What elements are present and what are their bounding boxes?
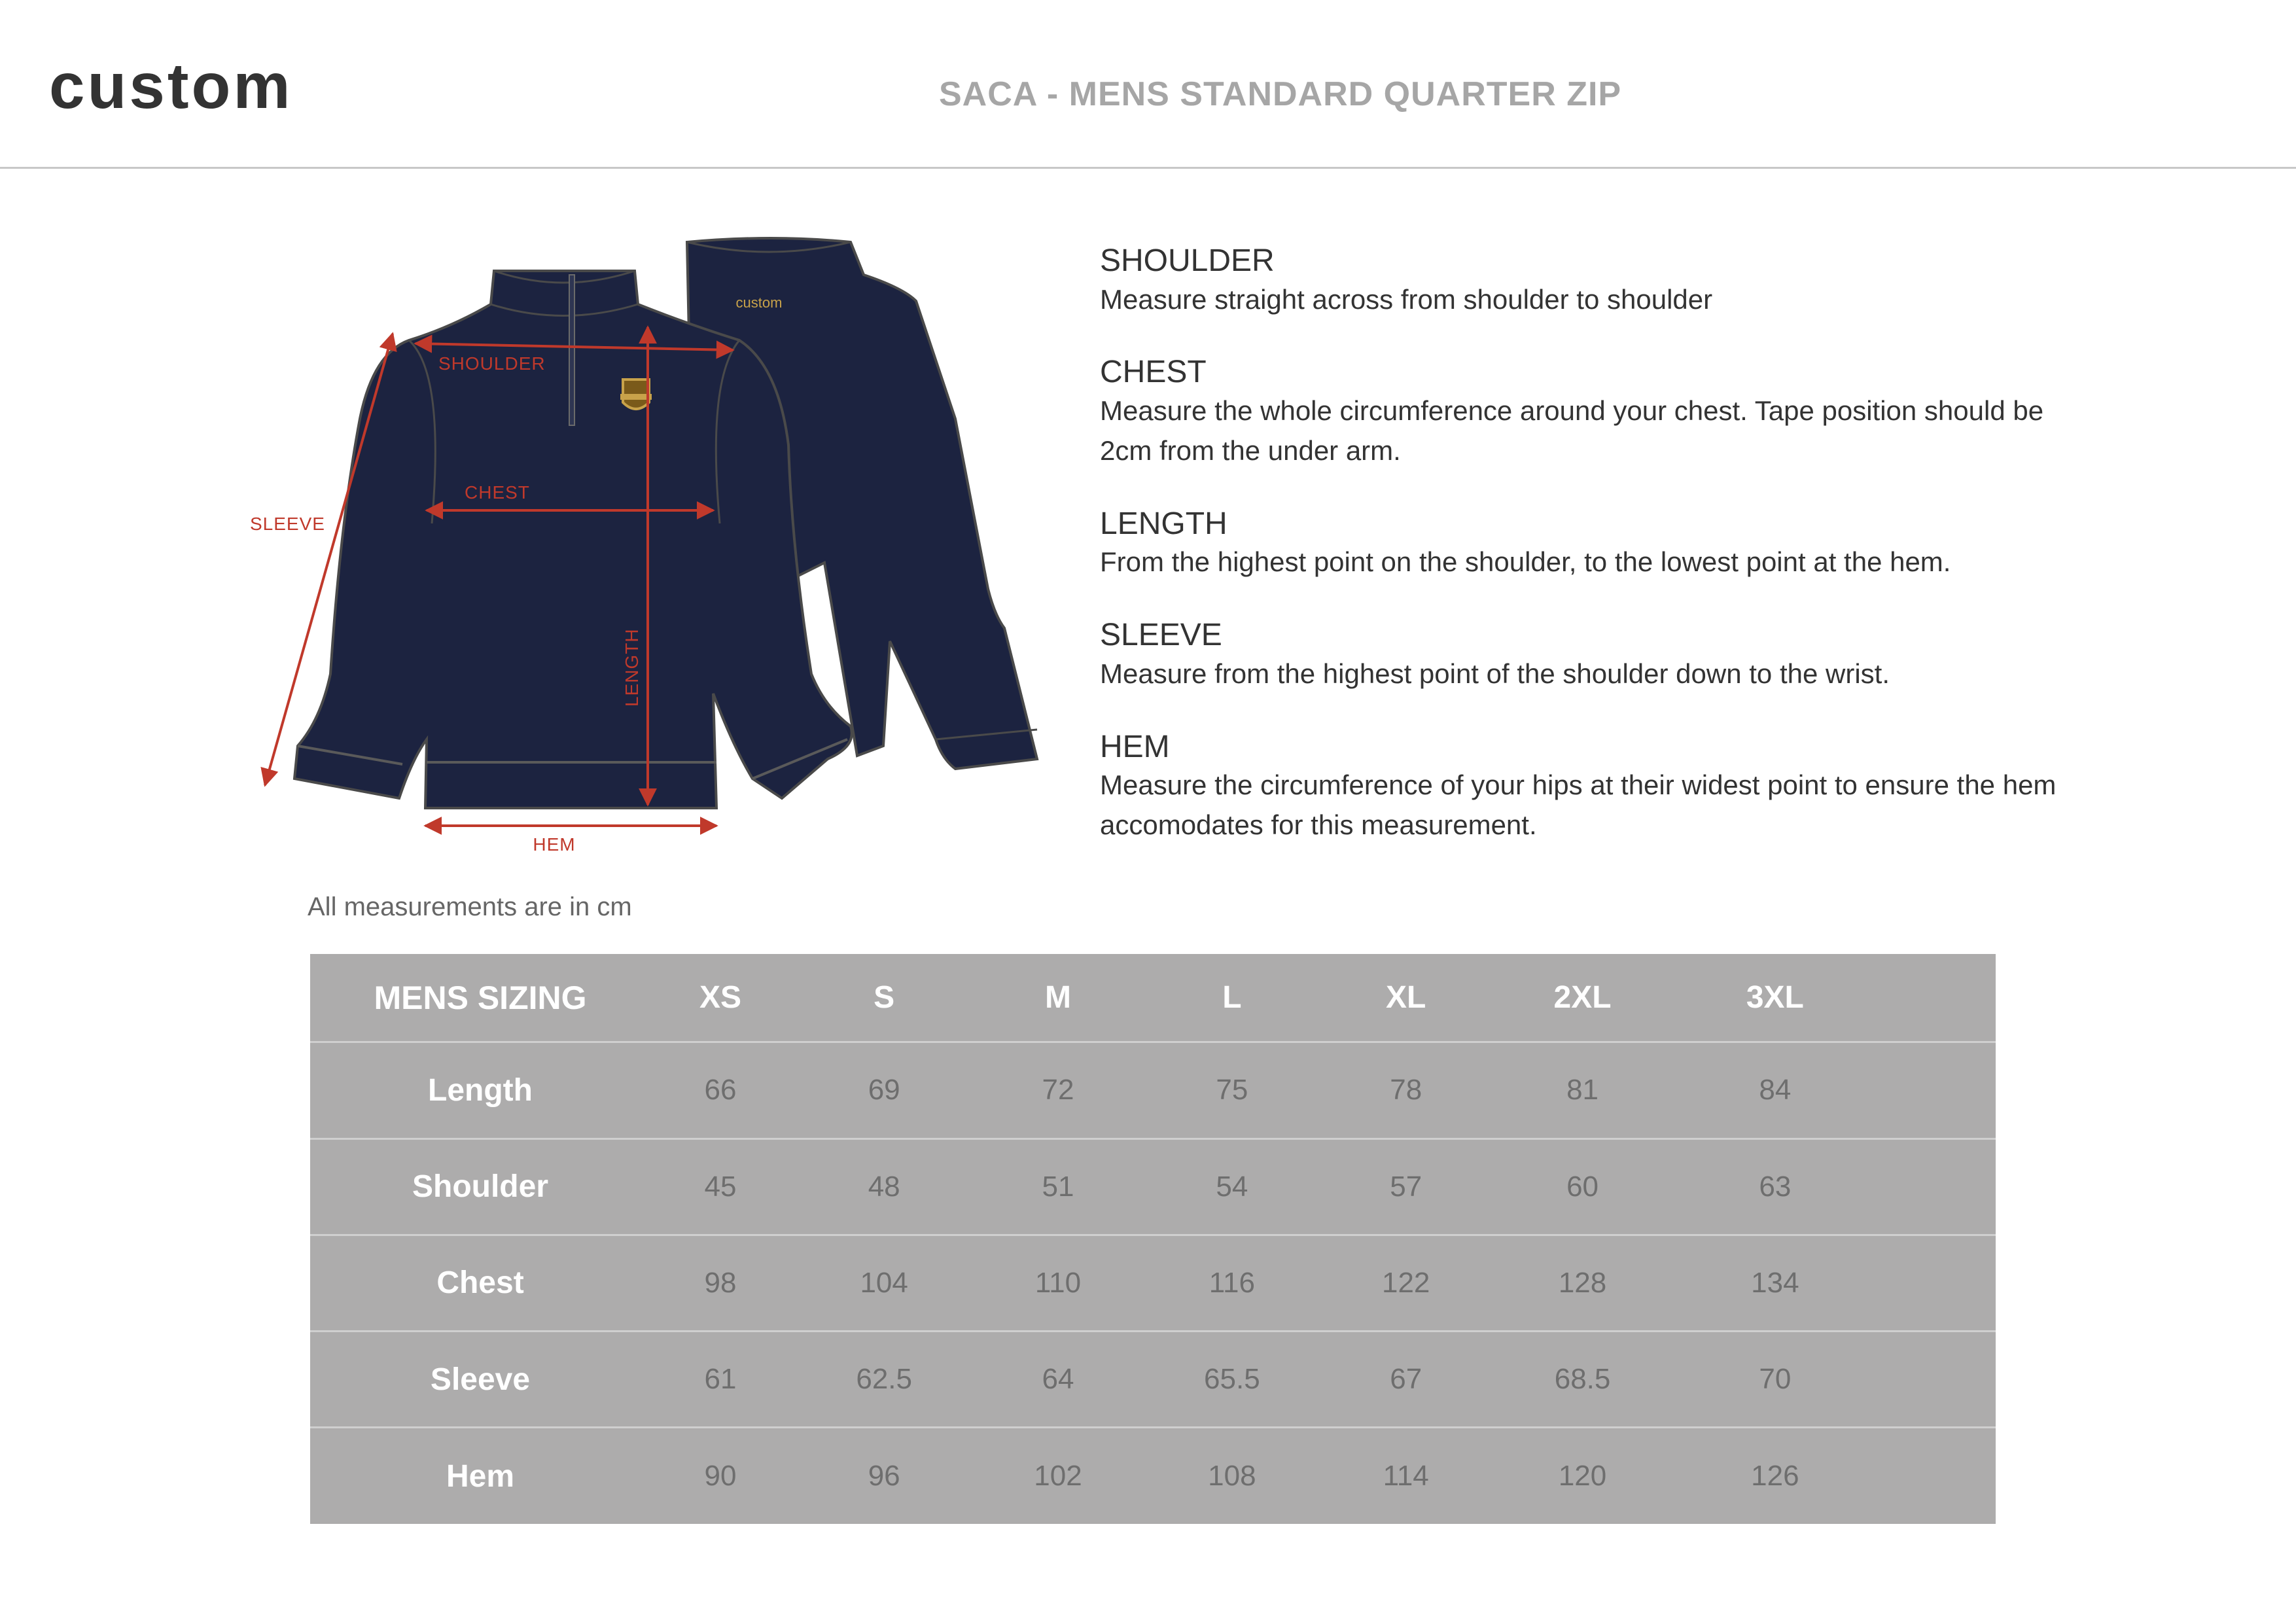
table-spacer xyxy=(1871,1428,1996,1524)
instruction-heading: SHOULDER xyxy=(1100,243,1275,278)
instruction-heading: HEM xyxy=(1100,729,1170,764)
table-cell: 102 xyxy=(978,1428,1138,1524)
table-header-row xyxy=(310,954,1996,1042)
table-cell: 110 xyxy=(978,1235,1138,1331)
instruction-heading: CHEST xyxy=(1100,355,1207,390)
table-cell: 108 xyxy=(1139,1428,1326,1524)
table-spacer xyxy=(1871,1042,1996,1139)
header-divider xyxy=(0,167,2296,169)
svg-text:CHEST: CHEST xyxy=(465,482,530,503)
table-cell: 68.5 xyxy=(1486,1332,1678,1428)
table-row xyxy=(310,1428,1996,1524)
row-label: Shoulder xyxy=(310,1139,650,1235)
table-cell: 134 xyxy=(1679,1235,1871,1331)
zipper xyxy=(569,275,574,425)
table-cell: 66 xyxy=(650,1042,790,1139)
table-cell: 67 xyxy=(1326,1332,1486,1428)
quarter-zip-illustration xyxy=(236,222,1047,870)
table-cell: 70 xyxy=(1679,1332,1871,1428)
instruction-heading: SLEEVE xyxy=(1100,618,1222,653)
table-cell: 65.5 xyxy=(1139,1332,1326,1428)
instruction-text: Measure the whole circumference around your chest. Tape position should be 2cm from the under arm. xyxy=(1100,395,2044,466)
table-cell: 81 xyxy=(1486,1042,1678,1139)
instruction-text: From the highest point on the shoulder, to the lowest point at the hem. xyxy=(1100,546,1951,578)
table-cell: 54 xyxy=(1139,1139,1326,1235)
instruction-hem xyxy=(1100,728,2081,845)
table-cell: 104 xyxy=(790,1235,978,1331)
measurement-instructions xyxy=(1100,242,2081,879)
table-cell: 90 xyxy=(650,1428,790,1524)
table-corner-label: MENS SIZING xyxy=(374,979,587,1016)
svg-text:SLEEVE: SLEEVE xyxy=(250,514,325,534)
table-cell: 96 xyxy=(790,1428,978,1524)
row-label: Length xyxy=(310,1042,650,1139)
size-chart-table xyxy=(310,954,1996,1524)
table-spacer xyxy=(1871,1139,1996,1235)
table-cell: 62.5 xyxy=(790,1332,978,1428)
units-note: All measurements are in cm xyxy=(308,892,632,921)
document-title: SACA - MENS STANDARD QUARTER ZIP xyxy=(939,75,1622,113)
svg-text:HEM: HEM xyxy=(533,834,576,855)
row-label: Chest xyxy=(310,1235,650,1331)
table-cell: 48 xyxy=(790,1139,978,1235)
table-cell: 114 xyxy=(1326,1428,1486,1524)
table-cell: 120 xyxy=(1486,1428,1678,1524)
table-spacer xyxy=(1871,1235,1996,1331)
table-cell: 57 xyxy=(1326,1139,1486,1235)
row-label: Hem xyxy=(310,1428,650,1524)
size-header: 2XL xyxy=(1553,980,1612,1015)
table-cell: 64 xyxy=(978,1332,1138,1428)
table-cell: 69 xyxy=(790,1042,978,1139)
brand-logo: custom xyxy=(49,50,293,122)
table-cell: 45 xyxy=(650,1139,790,1235)
size-header: S xyxy=(874,980,895,1015)
table-cell: 128 xyxy=(1486,1235,1678,1331)
instruction-shoulder xyxy=(1100,242,2081,319)
table-cell: 98 xyxy=(650,1235,790,1331)
table-cell: 63 xyxy=(1679,1139,1871,1235)
row-label: Sleeve xyxy=(310,1332,650,1428)
instruction-text: Measure from the highest point of the shoulder down to the wrist. xyxy=(1100,658,1890,689)
size-header: L xyxy=(1222,980,1242,1015)
instruction-sleeve xyxy=(1100,616,2081,694)
table-cell: 75 xyxy=(1139,1042,1326,1139)
table-cell: 78 xyxy=(1326,1042,1486,1139)
instruction-chest xyxy=(1100,353,2081,470)
table-row xyxy=(310,1235,1996,1331)
instruction-text: Measure the circumference of your hips at their widest point to ensure the hem accomodates for this measurement. xyxy=(1100,769,2057,841)
svg-text:LENGTH: LENGTH xyxy=(622,628,642,707)
table-spacer xyxy=(1871,1332,1996,1428)
table-spacer xyxy=(1871,954,1996,1042)
size-header: XL xyxy=(1386,980,1426,1015)
table-cell: 122 xyxy=(1326,1235,1486,1331)
size-header: 3XL xyxy=(1746,980,1804,1015)
instruction-length xyxy=(1100,505,2081,582)
table-row xyxy=(310,1332,1996,1428)
svg-text:SHOULDER: SHOULDER xyxy=(438,353,546,374)
table-cell: 72 xyxy=(978,1042,1138,1139)
table-row xyxy=(310,1139,1996,1235)
table-cell: 51 xyxy=(978,1139,1138,1235)
table-cell: 84 xyxy=(1679,1042,1871,1139)
hem-measure xyxy=(425,826,716,855)
size-header: XS xyxy=(699,980,742,1015)
table-cell: 126 xyxy=(1679,1428,1871,1524)
table-cell: 61 xyxy=(650,1332,790,1428)
table-cell: 60 xyxy=(1486,1139,1678,1235)
instruction-text: Measure straight across from shoulder to shoulder xyxy=(1100,283,1713,315)
back-neck-label: custom xyxy=(735,294,783,311)
table-cell: 116 xyxy=(1139,1235,1326,1331)
instruction-heading: LENGTH xyxy=(1100,506,1227,541)
size-header: M xyxy=(1045,980,1071,1015)
table-row xyxy=(310,1042,1996,1139)
